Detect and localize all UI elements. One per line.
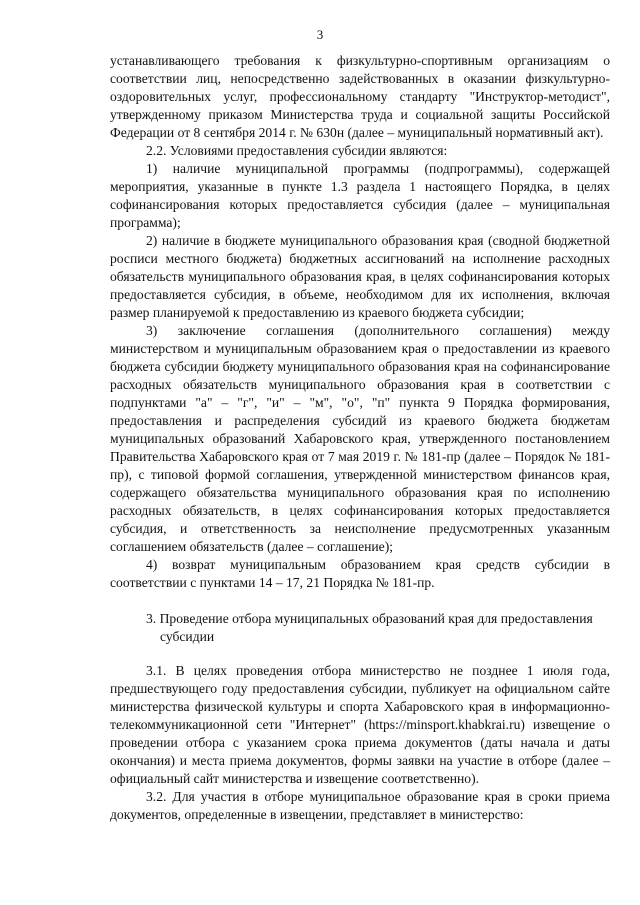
paragraph-continuation: устанавливающего требования к физкультурно-спортивным организациям о соответствии лиц, непосредственно задействованных в оказании физкультурно-оздоровительных услуг, профессиональному стандарту "Инструктор-методист", утвержденному приказом Министерства труда и социальной защиты Российской Федерации от 8 сентября 2014 г. № 630н (далее – муниципальный нормативный акт). [110, 53, 610, 140]
paragraph-condition-2: 2) наличие в бюджете муниципального образования края (сводной бюджетной росписи местного бюджета) бюджетных ассигнований на исполнение расходных обязательств муниципального образования края, в целях софинансирования которых предоставляется субсидия, в объеме, необходимом для их исполнения, включая размер планируемой к предоставлению из краевого бюджета субсидии; [110, 233, 610, 320]
paragraph-conditions-intro: 2.2. Условиями предоставления субсидии являются: [146, 143, 448, 158]
paragraph-condition-3: 3) заключение соглашения (дополнительного соглашения) между министерством и муниципальным образованием края о предоставлении из краевого бюджета субсидии бюджету муниципального образования края на софинансирование расходных обязательств муниципального образования края в соответствии с подпунктами "а" – "г", "и" – "м", "о", "п" пункта 9 Порядка формирования, предоставления и распределения субсидий из краевого бюджета бюджетам муниципальных образований Хабаровского края, утвержденного постановлением Правительства Хабаровского края от 7 мая 2019 г. № 181-пр (далее – Порядок № 181-пр), с типовой формой соглашения, утвержденной министерством финансов края, содержащего обязательства муниципального образования края по исполнению расходных обязательств, в целях софинансирования которых предоставляется субсидия, и ответственность за неисполнение предусмотренных указанным соглашением обязательств (далее – соглашение); [110, 323, 610, 554]
paragraph-3-1: 3.1. В целях проведения отбора министерство не позднее 1 июля года, предшествующего году предоставления субсидии, публикует на официальном сайте министерства физической культуры и спорта Хабаровского края в информационно-телекоммуникационной сети "Интернет" (https://minsport.khabkrai.ru) извещение о проведении отбора с указанием срока приема документов (даты начала и даты окончания) и места приема документов, формы заявки на участие в отборе (далее – официальный сайт министерства и извещение соответственно). [110, 663, 610, 786]
section-heading-line2: субсидии [160, 629, 215, 644]
paragraph-condition-1: 1) наличие муниципальной программы (подпрограммы), содержащей мероприятия, указанные в пункте 1.3 раздела 1 настоящего Порядка, в целях софинансирования которых предоставляется субсидия (далее – муниципальная программа); [110, 161, 610, 230]
section-heading-line1: 3. Проведение отбора муниципальных образований края для предоставления [146, 611, 593, 626]
page-number: 3 [316, 27, 324, 42]
section-heading [110, 610, 610, 646]
document-body [110, 52, 610, 824]
paragraph-3-2: 3.2. Для участия в отборе муниципальное образование края в сроки приема документов, определенные в извещении, представляет в министерство: [110, 789, 610, 822]
paragraph-condition-4: 4) возврат муниципальным образованием края средств субсидии в соответствии с пунктами 14 – 17, 21 Порядка № 181-пр. [110, 557, 610, 590]
